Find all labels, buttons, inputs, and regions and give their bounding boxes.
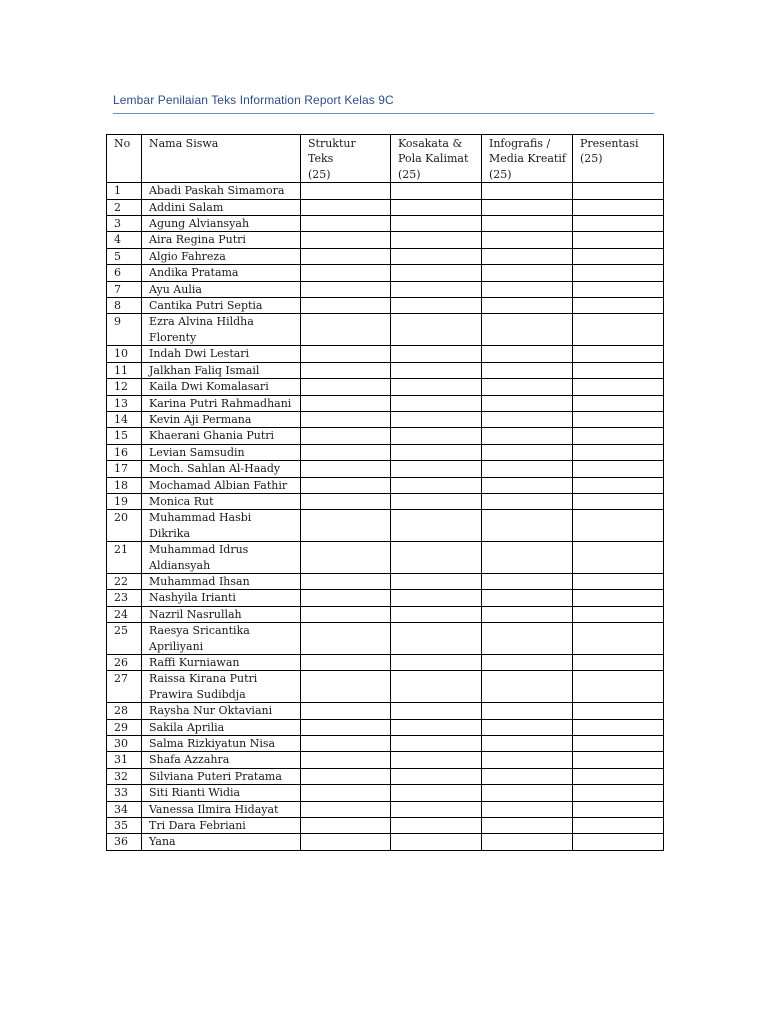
- score-kosakata-cell[interactable]: [391, 834, 482, 850]
- score-struktur-cell[interactable]: [301, 510, 391, 542]
- score-presentasi-cell[interactable]: [573, 281, 664, 297]
- student-number: 31: [107, 752, 142, 768]
- score-kosakata-cell[interactable]: [391, 411, 482, 427]
- header-name-label: Nama Siswa: [149, 137, 219, 150]
- student-number: 19: [107, 493, 142, 509]
- score-presentasi-cell[interactable]: [573, 801, 664, 817]
- header-presentasi-line: (25): [580, 152, 603, 166]
- student-number: 7: [107, 281, 142, 297]
- score-infografis-cell[interactable]: [482, 590, 573, 606]
- score-struktur-cell[interactable]: [301, 834, 391, 850]
- score-kosakata-cell[interactable]: [391, 590, 482, 606]
- score-infografis-cell[interactable]: [482, 379, 573, 395]
- student-number: 17: [107, 461, 142, 477]
- score-presentasi-cell[interactable]: [573, 346, 664, 362]
- score-kosakata-cell[interactable]: [391, 461, 482, 477]
- score-struktur-cell[interactable]: [301, 199, 391, 215]
- header-struktur: [301, 135, 391, 183]
- score-infografis-cell[interactable]: [482, 752, 573, 768]
- student-name: Siti Rianti Widia: [142, 785, 301, 801]
- student-name: Muhammad Hasbi Dikrika: [142, 510, 301, 542]
- student-name: Sakila Aprilia: [142, 719, 301, 735]
- student-number: 16: [107, 444, 142, 460]
- table-row: [107, 768, 664, 784]
- student-number: 26: [107, 655, 142, 671]
- table-row: [107, 834, 664, 850]
- student-number: 4: [107, 232, 142, 248]
- score-kosakata-cell[interactable]: [391, 573, 482, 589]
- score-struktur-cell[interactable]: [301, 752, 391, 768]
- student-name: Cantika Putri Septia: [142, 298, 301, 314]
- student-number: 10: [107, 346, 142, 362]
- score-infografis-cell[interactable]: [482, 477, 573, 493]
- table-row: [107, 573, 664, 589]
- score-struktur-cell[interactable]: [301, 590, 391, 606]
- score-struktur-cell[interactable]: [301, 818, 391, 834]
- score-presentasi-cell[interactable]: [573, 493, 664, 509]
- title-underline: [113, 113, 654, 114]
- header-no-label: No: [114, 137, 131, 150]
- score-kosakata-cell[interactable]: [391, 671, 482, 703]
- student-name: Levian Samsudin: [142, 444, 301, 460]
- score-kosakata-cell[interactable]: [391, 232, 482, 248]
- score-infografis-cell[interactable]: [482, 248, 573, 264]
- score-presentasi-cell[interactable]: [573, 590, 664, 606]
- score-presentasi-cell[interactable]: [573, 461, 664, 477]
- student-number: 13: [107, 395, 142, 411]
- score-kosakata-cell[interactable]: [391, 395, 482, 411]
- header-kosakata-line: Pola Kalimat: [398, 152, 469, 166]
- student-number: 9: [107, 314, 142, 346]
- student-number: 32: [107, 768, 142, 784]
- score-struktur-cell[interactable]: [301, 785, 391, 801]
- score-presentasi-cell[interactable]: [573, 818, 664, 834]
- score-struktur-cell[interactable]: [301, 265, 391, 281]
- score-presentasi-cell[interactable]: [573, 314, 664, 346]
- student-number: 25: [107, 623, 142, 655]
- student-name: Karina Putri Rahmadhani: [142, 395, 301, 411]
- score-kosakata-cell[interactable]: [391, 752, 482, 768]
- table-row: [107, 298, 664, 314]
- score-struktur-cell[interactable]: [301, 461, 391, 477]
- table-row: [107, 736, 664, 752]
- student-number: 18: [107, 477, 142, 493]
- score-kosakata-cell[interactable]: [391, 493, 482, 509]
- student-number: 23: [107, 590, 142, 606]
- student-number: 36: [107, 834, 142, 850]
- header-presentasi: [573, 135, 664, 183]
- score-infografis-cell[interactable]: [482, 834, 573, 850]
- score-infografis-cell[interactable]: [482, 510, 573, 542]
- score-infografis-cell[interactable]: [482, 395, 573, 411]
- score-infografis-cell[interactable]: [482, 703, 573, 719]
- score-kosakata-cell[interactable]: [391, 510, 482, 542]
- score-kosakata-cell[interactable]: [391, 477, 482, 493]
- score-kosakata-cell[interactable]: [391, 768, 482, 784]
- table-header-row: [107, 135, 664, 183]
- score-struktur-cell[interactable]: [301, 346, 391, 362]
- score-kosakata-cell[interactable]: [391, 444, 482, 460]
- score-presentasi-cell[interactable]: [573, 298, 664, 314]
- score-struktur-cell[interactable]: [301, 411, 391, 427]
- table-body: [107, 183, 664, 851]
- student-number: 12: [107, 379, 142, 395]
- student-name: Nashyila Irianti: [142, 590, 301, 606]
- score-struktur-cell[interactable]: [301, 314, 391, 346]
- score-struktur-cell[interactable]: [301, 281, 391, 297]
- score-kosakata-cell[interactable]: [391, 216, 482, 232]
- score-infografis-cell[interactable]: [482, 346, 573, 362]
- score-kosakata-cell[interactable]: [391, 736, 482, 752]
- score-kosakata-cell[interactable]: [391, 379, 482, 395]
- table-row: [107, 606, 664, 622]
- table-row: [107, 248, 664, 264]
- score-presentasi-cell[interactable]: [573, 216, 664, 232]
- score-infografis-cell[interactable]: [482, 199, 573, 215]
- table-row: [107, 801, 664, 817]
- score-struktur-cell[interactable]: [301, 298, 391, 314]
- score-infografis-cell[interactable]: [482, 411, 573, 427]
- student-number: 22: [107, 573, 142, 589]
- student-name: Monica Rut: [142, 493, 301, 509]
- student-name: Nazril Nasrullah: [142, 606, 301, 622]
- table-row: [107, 183, 664, 199]
- student-name: Andika Pratama: [142, 265, 301, 281]
- score-presentasi-cell[interactable]: [573, 199, 664, 215]
- score-struktur-cell[interactable]: [301, 655, 391, 671]
- header-struktur-line: Struktur Teks: [308, 137, 356, 166]
- score-struktur-cell[interactable]: [301, 801, 391, 817]
- score-struktur-cell[interactable]: [301, 623, 391, 655]
- score-kosakata-cell[interactable]: [391, 428, 482, 444]
- score-kosakata-cell[interactable]: [391, 542, 482, 574]
- table-row: [107, 265, 664, 281]
- score-struktur-cell[interactable]: [301, 216, 391, 232]
- score-kosakata-cell[interactable]: [391, 719, 482, 735]
- score-infografis-cell[interactable]: [482, 719, 573, 735]
- score-infografis-cell[interactable]: [482, 298, 573, 314]
- table-row: [107, 411, 664, 427]
- score-kosakata-cell[interactable]: [391, 785, 482, 801]
- score-struktur-cell[interactable]: [301, 444, 391, 460]
- score-struktur-cell[interactable]: [301, 248, 391, 264]
- student-number: 2: [107, 199, 142, 215]
- student-name: Kaila Dwi Komalasari: [142, 379, 301, 395]
- student-name: Kevin Aji Permana: [142, 411, 301, 427]
- score-struktur-cell[interactable]: [301, 542, 391, 574]
- score-struktur-cell[interactable]: [301, 671, 391, 703]
- header-kosakata-line: (25): [398, 167, 421, 181]
- student-name: Indah Dwi Lestari: [142, 346, 301, 362]
- score-presentasi-cell[interactable]: [573, 752, 664, 768]
- student-name: Agung Alviansyah: [142, 216, 301, 232]
- score-infografis-cell[interactable]: [482, 281, 573, 297]
- student-number: 21: [107, 542, 142, 574]
- student-name: Silviana Puteri Pratama: [142, 768, 301, 784]
- score-kosakata-cell[interactable]: [391, 248, 482, 264]
- table-row: [107, 232, 664, 248]
- table-row: [107, 752, 664, 768]
- score-struktur-cell[interactable]: [301, 395, 391, 411]
- student-number: 3: [107, 216, 142, 232]
- score-presentasi-cell[interactable]: [573, 573, 664, 589]
- student-name: Aira Regina Putri: [142, 232, 301, 248]
- score-presentasi-cell[interactable]: [573, 265, 664, 281]
- table-row: [107, 655, 664, 671]
- student-number: 28: [107, 703, 142, 719]
- score-struktur-cell[interactable]: [301, 232, 391, 248]
- score-presentasi-cell[interactable]: [573, 379, 664, 395]
- header-infografis-line: Media Kreatif: [489, 152, 566, 166]
- student-name: Muhammad Idrus Aldiansyah: [142, 542, 301, 574]
- student-name: Tri Dara Febriani: [142, 818, 301, 834]
- student-name: Shafa Azzahra: [142, 752, 301, 768]
- score-infografis-cell[interactable]: [482, 183, 573, 199]
- student-name: Jalkhan Faliq Ismail: [142, 362, 301, 378]
- score-presentasi-cell[interactable]: [573, 768, 664, 784]
- header-no: [107, 135, 142, 183]
- score-infografis-cell[interactable]: [482, 493, 573, 509]
- student-name: Addini Salam: [142, 199, 301, 215]
- score-struktur-cell[interactable]: [301, 768, 391, 784]
- score-kosakata-cell[interactable]: [391, 346, 482, 362]
- student-name: Ayu Aulia: [142, 281, 301, 297]
- score-infografis-cell[interactable]: [482, 362, 573, 378]
- score-presentasi-cell[interactable]: [573, 444, 664, 460]
- score-presentasi-cell[interactable]: [573, 719, 664, 735]
- student-number: 15: [107, 428, 142, 444]
- header-name: [142, 135, 301, 183]
- table-row: [107, 510, 664, 542]
- score-presentasi-cell[interactable]: [573, 248, 664, 264]
- header-struktur-line: (25): [308, 167, 331, 181]
- score-kosakata-cell[interactable]: [391, 801, 482, 817]
- score-infografis-cell[interactable]: [482, 542, 573, 574]
- student-number: 1: [107, 183, 142, 199]
- student-number: 20: [107, 510, 142, 542]
- score-presentasi-cell[interactable]: [573, 428, 664, 444]
- table-row: [107, 703, 664, 719]
- score-presentasi-cell[interactable]: [573, 183, 664, 199]
- score-kosakata-cell[interactable]: [391, 281, 482, 297]
- score-infografis-cell[interactable]: [482, 785, 573, 801]
- score-infografis-cell[interactable]: [482, 768, 573, 784]
- student-name: Raissa Kirana Putri Prawira Sudibdja: [142, 671, 301, 703]
- student-name: Moch. Sahlan Al-Haady: [142, 461, 301, 477]
- student-name: Yana: [142, 834, 301, 850]
- score-struktur-cell[interactable]: [301, 573, 391, 589]
- score-presentasi-cell[interactable]: [573, 232, 664, 248]
- score-kosakata-cell[interactable]: [391, 183, 482, 199]
- score-struktur-cell[interactable]: [301, 379, 391, 395]
- header-kosakata: [391, 135, 482, 183]
- student-name: Khaerani Ghania Putri: [142, 428, 301, 444]
- student-number: 5: [107, 248, 142, 264]
- student-number: 6: [107, 265, 142, 281]
- score-infografis-cell[interactable]: [482, 655, 573, 671]
- score-kosakata-cell[interactable]: [391, 623, 482, 655]
- header-infografis-line: (25): [489, 167, 512, 181]
- score-infografis-cell[interactable]: [482, 428, 573, 444]
- table-row: [107, 623, 664, 655]
- score-kosakata-cell[interactable]: [391, 314, 482, 346]
- score-struktur-cell[interactable]: [301, 183, 391, 199]
- score-kosakata-cell[interactable]: [391, 265, 482, 281]
- table-row: [107, 314, 664, 346]
- score-struktur-cell[interactable]: [301, 493, 391, 509]
- score-kosakata-cell[interactable]: [391, 655, 482, 671]
- table-row: [107, 493, 664, 509]
- table-row: [107, 428, 664, 444]
- table-row: [107, 379, 664, 395]
- student-name: Muhammad Ihsan: [142, 573, 301, 589]
- score-kosakata-cell[interactable]: [391, 199, 482, 215]
- score-presentasi-cell[interactable]: [573, 785, 664, 801]
- student-name: Raffi Kurniawan: [142, 655, 301, 671]
- score-infografis-cell[interactable]: [482, 216, 573, 232]
- header-kosakata-line: Kosakata &: [398, 137, 463, 150]
- student-number: 24: [107, 606, 142, 622]
- student-name: Abadi Paskah Simamora: [142, 183, 301, 199]
- student-number: 14: [107, 411, 142, 427]
- score-infografis-cell[interactable]: [482, 606, 573, 622]
- student-number: 29: [107, 719, 142, 735]
- table-row: [107, 671, 664, 703]
- student-number: 8: [107, 298, 142, 314]
- score-kosakata-cell[interactable]: [391, 362, 482, 378]
- student-number: 11: [107, 362, 142, 378]
- table-row: [107, 461, 664, 477]
- score-presentasi-cell[interactable]: [573, 477, 664, 493]
- student-name: Ezra Alvina Hildha Florenty: [142, 314, 301, 346]
- header-infografis: [482, 135, 573, 183]
- header-infografis-line: Infografis /: [489, 137, 551, 150]
- score-struktur-cell[interactable]: [301, 703, 391, 719]
- score-presentasi-cell[interactable]: [573, 542, 664, 574]
- score-infografis-cell[interactable]: [482, 801, 573, 817]
- score-infografis-cell[interactable]: [482, 461, 573, 477]
- table-row: [107, 281, 664, 297]
- table-row: [107, 346, 664, 362]
- assessment-table: [106, 134, 664, 851]
- table-row: [107, 719, 664, 735]
- score-infografis-cell[interactable]: [482, 573, 573, 589]
- student-name: Raysha Nur Oktaviani: [142, 703, 301, 719]
- score-infografis-cell[interactable]: [482, 265, 573, 281]
- score-kosakata-cell[interactable]: [391, 818, 482, 834]
- student-name: Algio Fahreza: [142, 248, 301, 264]
- score-struktur-cell[interactable]: [301, 606, 391, 622]
- table-row: [107, 216, 664, 232]
- table-row: [107, 395, 664, 411]
- score-struktur-cell[interactable]: [301, 477, 391, 493]
- table-row: [107, 444, 664, 460]
- score-infografis-cell[interactable]: [482, 736, 573, 752]
- score-struktur-cell[interactable]: [301, 362, 391, 378]
- score-presentasi-cell[interactable]: [573, 703, 664, 719]
- score-presentasi-cell[interactable]: [573, 411, 664, 427]
- score-presentasi-cell[interactable]: [573, 655, 664, 671]
- table-row: [107, 785, 664, 801]
- score-infografis-cell[interactable]: [482, 818, 573, 834]
- score-struktur-cell[interactable]: [301, 428, 391, 444]
- score-presentasi-cell[interactable]: [573, 834, 664, 850]
- table-row: [107, 199, 664, 215]
- table-row: [107, 477, 664, 493]
- student-name: Vanessa Ilmira Hidayat: [142, 801, 301, 817]
- student-number: 30: [107, 736, 142, 752]
- score-presentasi-cell[interactable]: [573, 362, 664, 378]
- score-struktur-cell[interactable]: [301, 736, 391, 752]
- score-infografis-cell[interactable]: [482, 444, 573, 460]
- student-number: 34: [107, 801, 142, 817]
- score-kosakata-cell[interactable]: [391, 703, 482, 719]
- student-number: 27: [107, 671, 142, 703]
- score-struktur-cell[interactable]: [301, 719, 391, 735]
- student-name: Raesya Sricantika Apriliyani: [142, 623, 301, 655]
- table-row: [107, 542, 664, 574]
- student-number: 33: [107, 785, 142, 801]
- table-row: [107, 362, 664, 378]
- table-row: [107, 590, 664, 606]
- document-title: Lembar Penilaian Teks Information Report Kelas 9C: [113, 93, 394, 107]
- score-infografis-cell[interactable]: [482, 232, 573, 248]
- score-presentasi-cell[interactable]: [573, 671, 664, 703]
- score-presentasi-cell[interactable]: [573, 510, 664, 542]
- student-name: Salma Rizkiyatun Nisa: [142, 736, 301, 752]
- score-infografis-cell[interactable]: [482, 314, 573, 346]
- score-infografis-cell[interactable]: [482, 671, 573, 703]
- score-presentasi-cell[interactable]: [573, 623, 664, 655]
- score-infografis-cell[interactable]: [482, 623, 573, 655]
- student-number: 35: [107, 818, 142, 834]
- score-kosakata-cell[interactable]: [391, 298, 482, 314]
- score-presentasi-cell[interactable]: [573, 395, 664, 411]
- header-presentasi-line: Presentasi: [580, 137, 639, 150]
- score-kosakata-cell[interactable]: [391, 606, 482, 622]
- score-presentasi-cell[interactable]: [573, 736, 664, 752]
- student-name: Mochamad Albian Fathir: [142, 477, 301, 493]
- score-presentasi-cell[interactable]: [573, 606, 664, 622]
- table-row: [107, 818, 664, 834]
